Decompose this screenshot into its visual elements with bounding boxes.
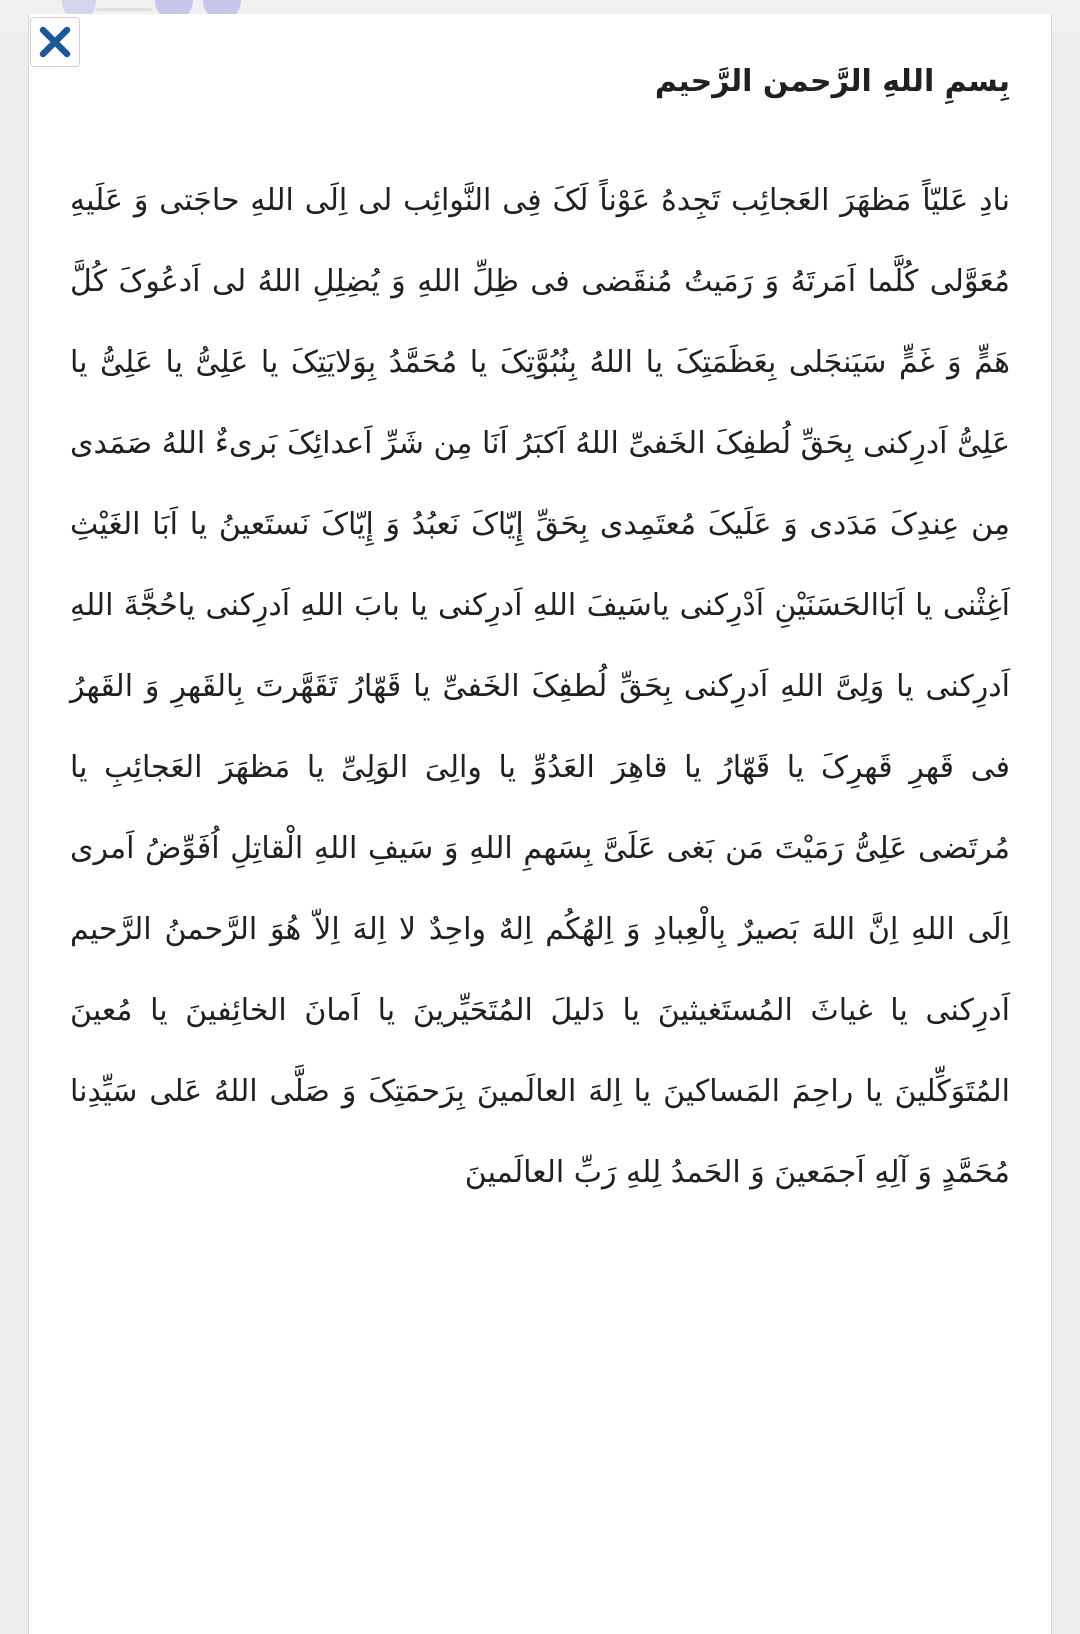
top-line xyxy=(96,8,152,11)
prayer-text: نادِ عَلیّاً مَظهَرَ العَجائِب تَجِدهُ عَوْناً لَکَ فِی النَّوائِب لی اِلَی اللهِ حاجَتی وَ عَلَیهِ مُعَوَّلی کُلَّما اَمَرتَهُ وَ رَمَیتُ مُنقَضی فی ظِلِّ اللهِ وَ یُضِلِلِ اللهُ لی اَدعُوکَ کُلَّ هَمٍّ وَ غَمٍّ سَیَنجَلی بِعَظَمَتِکَ یا اللهُ بِنُبُوَّتِکَ یا مُحَمَّدُ بِوَلایَتِکَ یا عَلِیُّ یا عَلِیُّ یا عَلِیُّ اَدرِکنی بِحَقِّ لُطفِکَ الخَفیِّ اللهُ اَکبَرُ اَنَا مِن شَرِّ اَعدائِکَ بَریءٌ اللهُ صَمَدی مِن عِندِکَ مَدَدی وَ عَلَیکَ مُعتَمِدی بِحَقِّ إِیّاکَ نَعبُدُ وَ إِیّاکَ نَستَعینُ یا اَبَا الغَیْثِ اَغِثْنی یا اَبَاالحَسَنَیْنِ اَدْرِکنی یاسَیفَ اللهِ اَدرِکنی یا بابَ اللهِ اَدرِکنی یاحُجَّةَ اللهِ اَدرِکنی یا وَلِیَّ اللهِ اَدرِکنی بِحَقِّ لُطفِکَ الخَفیِّ یا قَهّارُ تَقَهَّرتَ بِالقَهرِ وَ القَهرُ فی قَهرِ قَهرِکَ یا قَهّارُ یا قاهِرَ العَدُوِّ یا والِیَ الوَلِیِّ یا مَظهَرَ العَجائِبِ یا مُرتَضی عَلِیُّ رَمَیْتَ مَن بَغی عَلَیَّ بِسَهمِ اللهِ وَ سَیفِ اللهِ الْقاتِلِ اُفَوِّضُ اَمری اِلَی اللهِ اِنَّ اللهَ بَصیرٌ بِالْعِبادِ وَ اِلهُکُم اِلهٌ واحِدٌ لا اِلهَ اِلاّ هُوَ الرَّحمنُ الرَّحیم اَدرِکنی یا غیاثَ المُستَغیثینَ یا دَلیلَ المُتَحَیِّرینَ یا اَمانَ الخائِفینَ یا مُعینَ المُتَوَکِّلینَ یا راحِمَ المَساکینَ یا اِلهَ العالَمینَ بِرَحمَتِکَ وَ صَلَّی اللهُ عَلی سَیِّدِنا مُحَمَّدٍ وَ آلِهِ اَجمَعینَ وَ الحَمدُ لِلهِ رَبِّ العالَمینَ xyxy=(70,183,1010,1190)
prayer-title: بِسمِ اللهِ الرَّحمن الرَّحیم xyxy=(654,64,1010,99)
close-button[interactable] xyxy=(30,17,80,67)
close-icon xyxy=(37,24,73,60)
